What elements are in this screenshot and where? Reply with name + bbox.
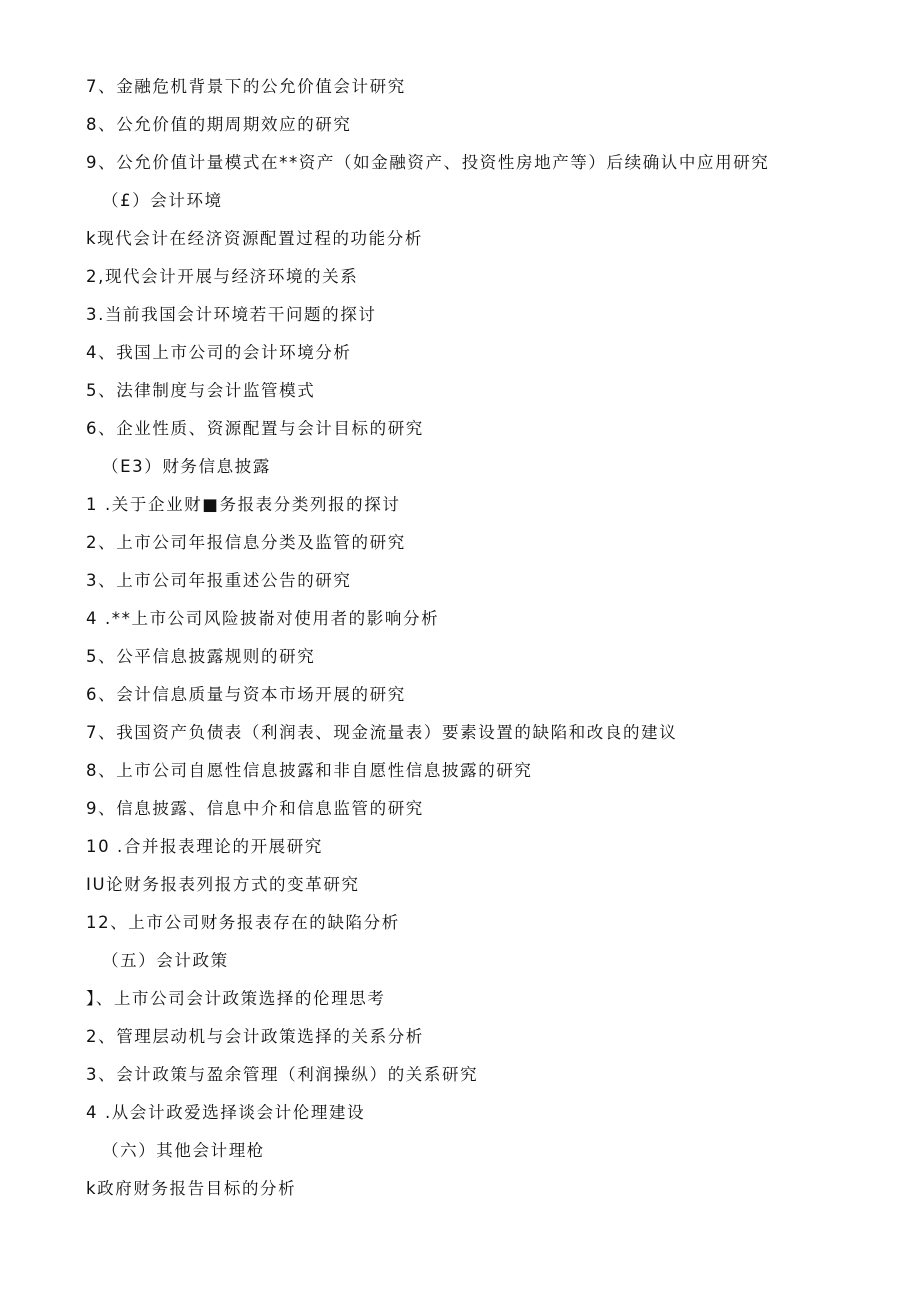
list-item: 8、公允价值的期周期效应的研究 — [86, 115, 352, 134]
list-item: 5、法律制度与会计监管模式 — [86, 381, 316, 400]
list-item: 9、公允价值计量模式在**资产（如金融资产、投资性房地产等）后续确认中应用研究 — [86, 153, 770, 172]
document-body — [86, 74, 886, 1214]
list-item: 6、企业性质、资源配置与会计目标的研究 — [86, 419, 424, 438]
list-item: 6、会计信息质量与资本市场开展的研究 — [86, 685, 406, 704]
list-item: 4 .**上市公司风险披嵛对使用者的影响分析 — [86, 609, 440, 628]
list-item: 4、我国上市公司的会计环境分析 — [86, 343, 352, 362]
list-item: 9、信息披露、信息中介和信息监管的研究 — [86, 799, 424, 818]
list-item: IU论财务报表列报方式的变革研究 — [86, 875, 360, 894]
list-item: 12、上市公司财务报表存在的缺陷分析 — [86, 913, 400, 932]
list-item: 4 .从会计政爱选择谈会计伦理建设 — [86, 1103, 366, 1122]
list-item: 1 .关于企业财■务报表分类列报的探讨 — [86, 495, 401, 514]
list-item: 3、会计政策与盈余管理（利润操纵）的关系研究 — [86, 1065, 479, 1084]
list-item: 2、管理层动机与会计政策选择的关系分析 — [86, 1027, 424, 1046]
list-item: 2、上市公司年报信息分类及监管的研究 — [86, 533, 406, 552]
section-heading: （五）会计政策 — [102, 951, 229, 970]
list-item: k现代会计在经济资源配置过程的功能分析 — [86, 229, 423, 248]
list-item: 5、公平信息披露规则的研究 — [86, 647, 316, 666]
section-heading: （E3）财务信息披露 — [102, 457, 271, 476]
section-heading: （六）其他会计理枪 — [102, 1141, 265, 1160]
list-item: 2,现代会计开展与经济环境的关系 — [86, 267, 359, 286]
list-item: 7、金融危机背景下的公允价值会计研究 — [86, 77, 406, 96]
list-item: 10 .合并报表理论的开展研究 — [86, 837, 323, 856]
list-item: 7、我国资产负债表（利润表、现金流量表）要素设置的缺陷和改良的建议 — [86, 723, 678, 742]
list-item: k政府财务报告目标的分析 — [86, 1179, 297, 1198]
list-item: 】、上市公司会计政策选择的伦理思考 — [86, 989, 386, 1008]
list-item: 8、上市公司自愿性信息披露和非自愿性信息披露的研究 — [86, 761, 533, 780]
list-item: 3、上市公司年报重述公告的研究 — [86, 571, 352, 590]
section-heading: （£）会计环境 — [102, 191, 223, 210]
list-item: 3.当前我国会计环境若干问题的探讨 — [86, 305, 377, 324]
